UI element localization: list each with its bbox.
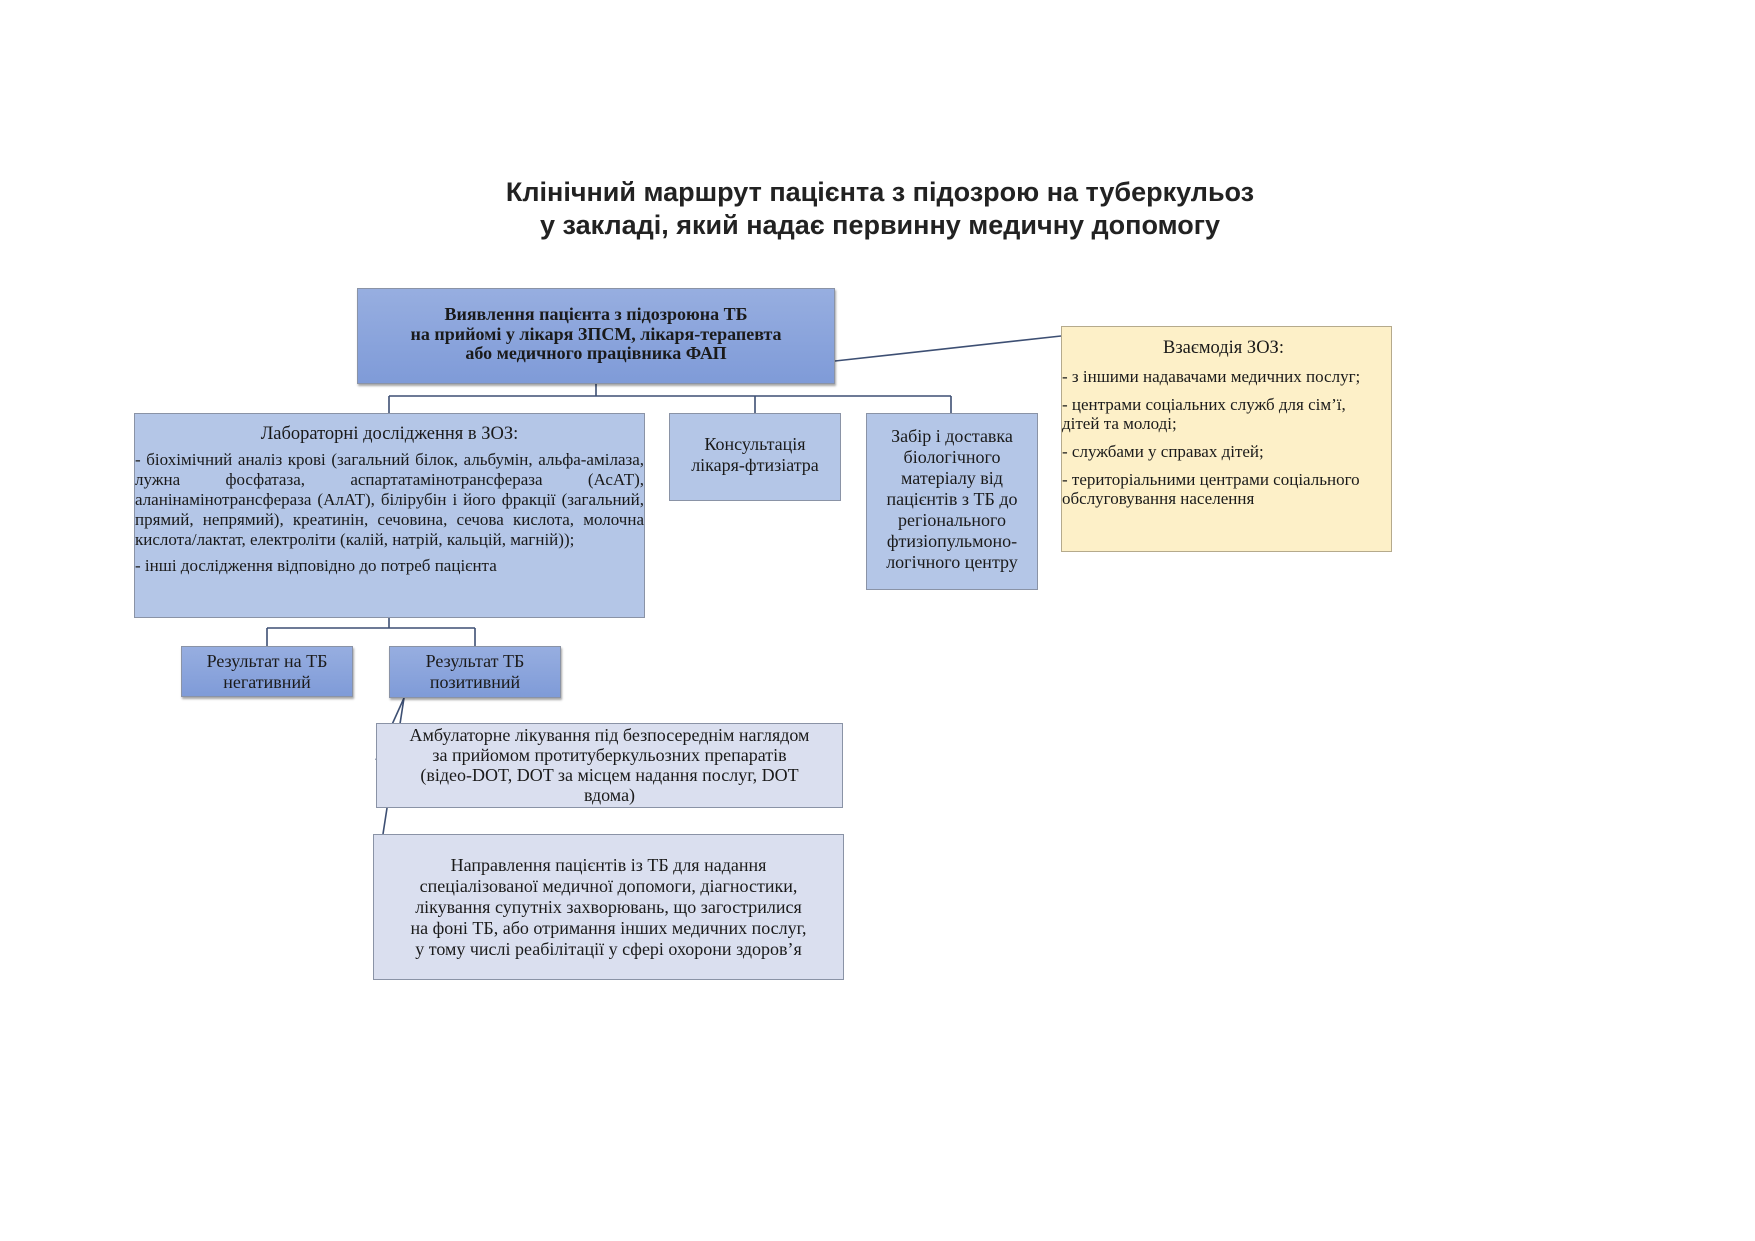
collection-line-2: біологічного [903, 447, 1001, 467]
title-line-1: Клінічний маршрут пацієнта з підозрою на туберкульоз [505, 177, 1255, 207]
result-negative-line-1: Результат на ТБ [206, 651, 328, 671]
lab-tests-item-other: - інші дослідження відповідно до потреб пацієнта [135, 556, 497, 575]
detection-line-1: Виявлення пацієнта з підозроюна ТБ [444, 304, 748, 324]
referral-line-4: на фоні ТБ, або отримання інших медичних послуг, [410, 918, 807, 938]
result-negative-box [181, 646, 353, 697]
interaction-title: Взаємодія ЗОЗ: [1163, 338, 1284, 358]
interaction-item-social-centers: - центрами соціальних служб для сім’ї, дітей та молоді; [1062, 395, 1346, 433]
collection-line-3: матеріалу від [901, 468, 1003, 488]
result-positive-line-2: позитивний [429, 672, 521, 692]
referral-line-1: Направлення пацієнтів із ТБ для надання [450, 855, 767, 875]
lab-tests-box [134, 413, 645, 618]
lab-tests-item-biochem: - біохімічний аналіз крові (загальний білок, альбумін, альфа-амілаза, лужна фосфатаза, аспартатамінотрансфераза (АсАТ), аланінамінотрансфераза (АлАТ), білірубін і його фракції (загальний, прямий, непрямий), креатинін, сечовина, сечова кислота, молочна кислота/лактат, електроліти (калій, натрій, кальцій, магній)); [135, 450, 644, 549]
collection-line-1: Забір і доставка [891, 426, 1013, 446]
ambulatory-line-1: Амбулаторне лікування під безпосереднім наглядом [409, 725, 810, 745]
detection-box [357, 288, 835, 384]
result-negative-line-2: негативний [223, 672, 311, 692]
collection-line-4: пацієнтів з ТБ до [886, 489, 1018, 509]
collection-line-7: логічного центру [886, 552, 1018, 572]
referral-box [373, 834, 844, 980]
interaction-box [1061, 326, 1392, 552]
collection-line-5: регіонального [898, 510, 1006, 530]
result-positive-box [389, 646, 561, 698]
ambulatory-treatment-box [376, 723, 843, 808]
ambulatory-line-2: за прийомом протитуберкульозних препаратів [432, 745, 787, 765]
title-line-2: у закладі, який надає первинну медичну допомогу [540, 210, 1220, 240]
connector-detection-interaction [835, 336, 1061, 361]
result-positive-line-1: Результат ТБ [425, 651, 525, 671]
collection-line-6: фтизіопульмоно- [886, 531, 1018, 551]
consultation-line-1: Консультація [704, 434, 806, 454]
referral-line-2: спеціалізованої медичної допомоги, діагностики, [419, 876, 798, 896]
ambulatory-line-4: вдома) [583, 785, 636, 805]
referral-line-3: лікування супутніх захворювань, що загострилися [415, 897, 802, 917]
consultation-box [669, 413, 841, 501]
detection-line-3: або медичного працівника ФАП [465, 343, 727, 363]
interaction-item-providers: - з іншими надавачами медичних послуг; [1062, 367, 1361, 386]
lab-tests-title: Лабораторні дослідження в ЗОЗ: [260, 424, 519, 444]
interaction-item-child-services: - службами у справах дітей; [1062, 442, 1264, 461]
sample-collection-box [866, 413, 1038, 590]
consultation-line-2: лікаря-фтизіатра [691, 455, 819, 475]
referral-line-5: у тому числі реабілітації у сфері охорони здоров’я [415, 939, 802, 959]
interaction-item-territorial-centers: - територіальними центрами соціального обслуговування населення [1062, 470, 1360, 508]
ambulatory-line-3: (відео-DOT, DOT за місцем надання послуг, DOT [420, 765, 799, 785]
detection-line-2: на прийомі у лікаря ЗПСМ, лікаря-терапевта [410, 323, 782, 344]
